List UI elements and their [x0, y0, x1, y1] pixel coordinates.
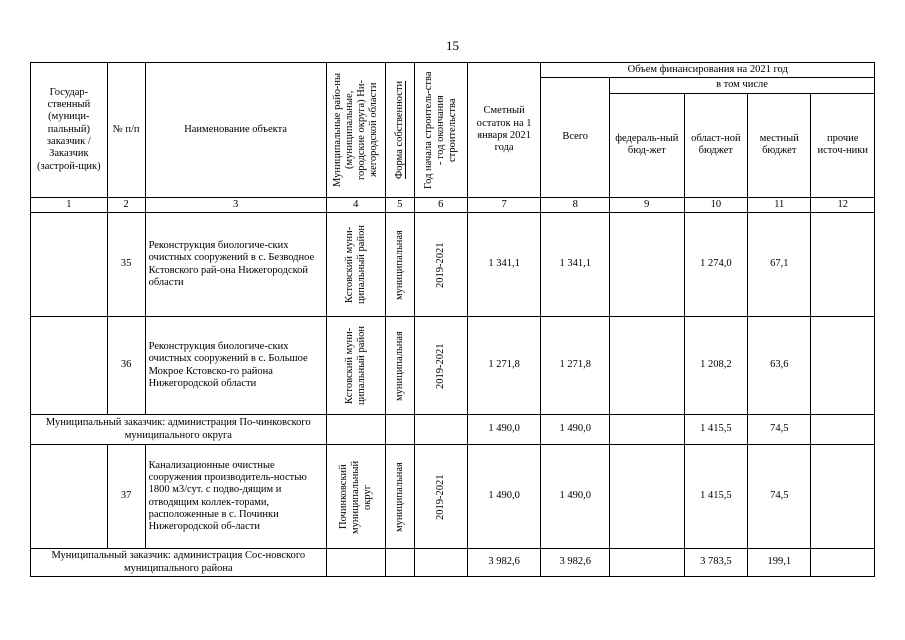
table-row — [31, 445, 875, 549]
district-cell — [326, 445, 385, 549]
empty-cell — [385, 415, 414, 445]
header-years: Год начала строитель-ства - год окончания строительства — [422, 71, 458, 189]
total: 1 341,1 — [541, 213, 610, 317]
federal — [609, 549, 684, 577]
group-row — [31, 415, 875, 445]
district-cell — [326, 213, 385, 317]
column-number: 5 — [385, 197, 414, 212]
ownership: муниципальная — [393, 330, 405, 401]
local: 199,1 — [748, 549, 811, 577]
header-municipal-district-cell — [326, 63, 385, 198]
years: 2019-2021 — [434, 342, 446, 389]
table-row — [31, 317, 875, 415]
header-ownership-cell — [385, 63, 414, 198]
local: 67,1 — [748, 213, 811, 317]
header-regional: област-ной бюджет — [684, 93, 747, 197]
header-customer: Государ-ственный (муници-пальный) заказчик / Заказчик (застрой-щик) — [31, 63, 108, 198]
column-number: 2 — [107, 197, 145, 212]
customer-cell — [31, 445, 108, 549]
federal — [609, 213, 684, 317]
district-cell — [326, 317, 385, 415]
other — [811, 415, 875, 445]
total: 1 271,8 — [541, 317, 610, 415]
group-label: Муниципальный заказчик: администрация Сос-новского муниципального района — [31, 549, 327, 577]
regional: 1 274,0 — [684, 213, 747, 317]
column-number: 4 — [326, 197, 385, 212]
page-number: 15 — [446, 38, 459, 53]
district: Починковский муниципальный округ — [337, 460, 373, 534]
regional: 1 415,5 — [684, 445, 747, 549]
ownership-cell — [385, 445, 414, 549]
header-years-cell — [414, 63, 467, 198]
header-including: в том числе — [609, 78, 874, 93]
regional: 3 783,5 — [684, 549, 747, 577]
header-total: Всего — [541, 78, 610, 197]
column-number-row — [31, 197, 875, 212]
header-other: прочие источ-ники — [811, 93, 875, 197]
local: 63,6 — [748, 317, 811, 415]
years-cell — [414, 213, 467, 317]
table-row — [31, 213, 875, 317]
regional: 1 415,5 — [684, 415, 747, 445]
header-estimated-balance: Сметный остаток на 1 января 2021 года — [467, 63, 541, 198]
column-number: 3 — [145, 197, 326, 212]
local: 74,5 — [748, 415, 811, 445]
group-row — [31, 549, 875, 577]
ownership-cell — [385, 213, 414, 317]
customer-cell — [31, 317, 108, 415]
empty-cell — [326, 415, 385, 445]
years: 2019-2021 — [434, 473, 446, 520]
years-cell — [414, 445, 467, 549]
other — [811, 213, 875, 317]
ownership-cell — [385, 317, 414, 415]
years-cell — [414, 317, 467, 415]
column-number: 6 — [414, 197, 467, 212]
column-number: 12 — [811, 197, 875, 212]
regional: 1 208,2 — [684, 317, 747, 415]
column-number: 11 — [748, 197, 811, 212]
estimated-balance: 3 982,6 — [467, 549, 541, 577]
customer-cell — [31, 213, 108, 317]
district: Кстовский муни-ципальный район — [343, 225, 367, 305]
header-municipal-district: Муниципальные райо-ны (муниципальные, городские округа) Ни-жегородской области — [331, 72, 379, 187]
empty-cell — [414, 549, 467, 577]
other — [811, 445, 875, 549]
row-number: 37 — [107, 445, 145, 549]
total: 1 490,0 — [541, 415, 610, 445]
group-label: Муниципальный заказчик: администрация По-чинковского муниципального округа — [31, 415, 327, 445]
estimated-balance: 1 490,0 — [467, 445, 541, 549]
ownership: муниципальная — [393, 229, 405, 300]
estimated-balance: 1 341,1 — [467, 213, 541, 317]
column-number: 10 — [684, 197, 747, 212]
financing-table — [30, 62, 875, 577]
district: Кстовский муни-ципальный район — [343, 326, 367, 406]
row-number: 35 — [107, 213, 145, 317]
header-federal: федераль-ный бюд-жет — [609, 93, 684, 197]
empty-cell — [326, 549, 385, 577]
years: 2019-2021 — [434, 241, 446, 288]
header-object-name: Наименование объекта — [145, 63, 326, 198]
row-number: 36 — [107, 317, 145, 415]
object-name: Реконструкция биологиче-ских очистных сооружений в с. Безводное Кстовского рай-она Нижегородской области — [145, 213, 326, 317]
header-financing-total: Объем финансирования на 2021 год — [541, 63, 875, 78]
header-number: № п/п — [107, 63, 145, 198]
empty-cell — [385, 549, 414, 577]
other — [811, 317, 875, 415]
other — [811, 549, 875, 577]
federal — [609, 445, 684, 549]
object-name: Реконструкция биологиче-ских очистных сооружений в с. Большое Мокрое Кстовско-го района Нижегородской области — [145, 317, 326, 415]
federal — [609, 415, 684, 445]
column-number: 9 — [609, 197, 684, 212]
header-local: местный бюджет — [748, 93, 811, 197]
column-number: 1 — [31, 197, 108, 212]
column-number: 8 — [541, 197, 610, 212]
column-number: 7 — [467, 197, 541, 212]
ownership: муниципальная — [393, 461, 405, 532]
total: 3 982,6 — [541, 549, 610, 577]
estimated-balance: 1 271,8 — [467, 317, 541, 415]
empty-cell — [414, 415, 467, 445]
header-ownership: Форма собственности — [393, 80, 405, 179]
estimated-balance: 1 490,0 — [467, 415, 541, 445]
federal — [609, 317, 684, 415]
object-name: Канализационные очистные сооружения производитель-ностью 1800 м3/сут. с подво-дящим и отводящим коллек-торами, расположенные в с. Починки Нижегородской об-ласти — [145, 445, 326, 549]
local: 74,5 — [748, 445, 811, 549]
total: 1 490,0 — [541, 445, 610, 549]
